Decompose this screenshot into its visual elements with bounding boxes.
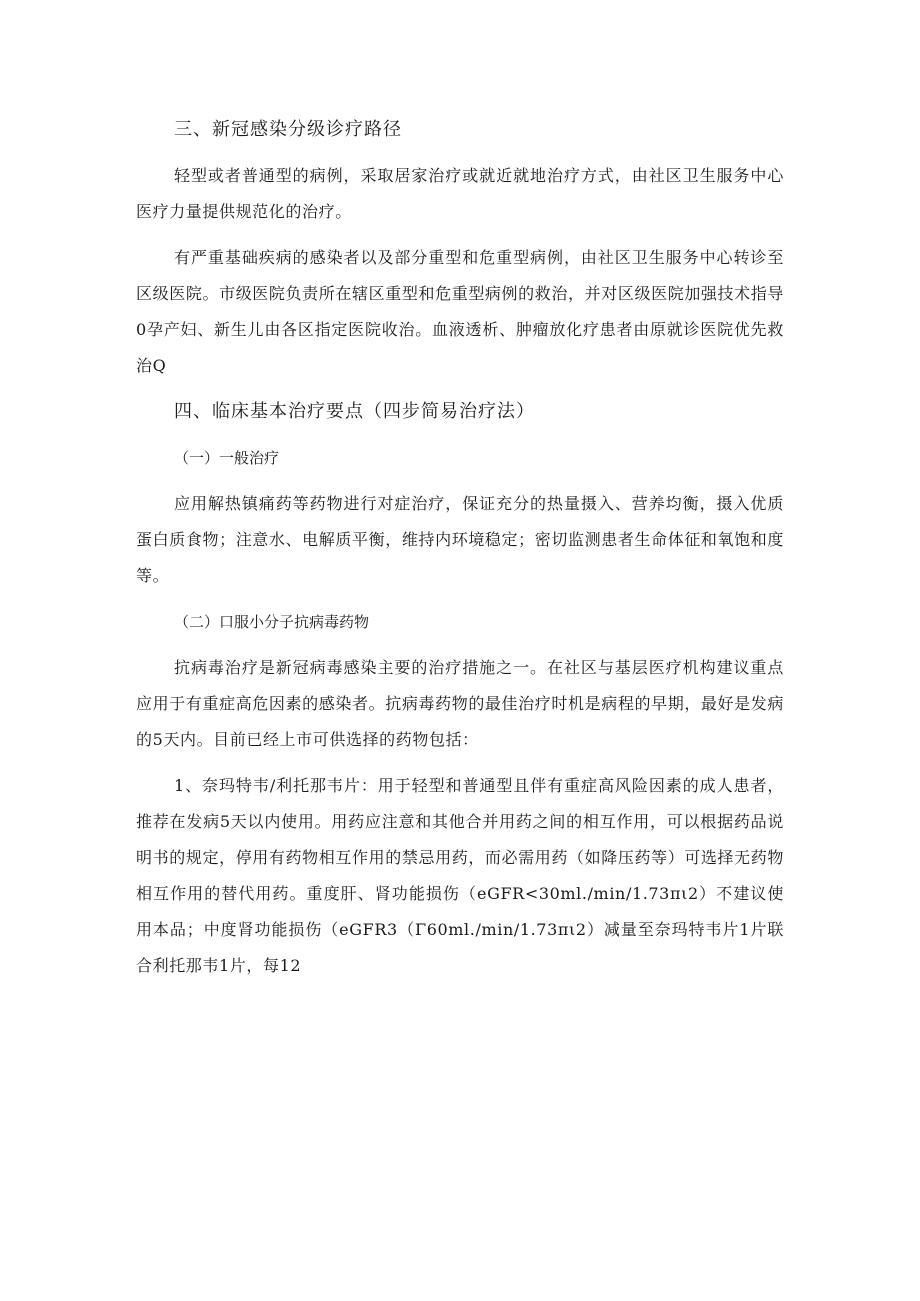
subsection-2-paragraph-2: 1、奈玛特韦/利托那韦片：用于轻型和普通型且伴有重症高风险因素的成人患者，推荐在发病5天以内使用。用药应注意和其他合并用药之间的相互作用，可以根据药品说明书的规定，停用有药物相互作用的禁忌用药，而必需用药（如降压药等）可选择无药物相互作用的替代用药。重度肝、肾功能损伤（eGFR<30ml./min/1.73πι2）不建议使用本品；中度肾功能损伤（eGFR3（Γ60ml./min/1.73πι2）减量至奈玛特韦片1片联合利托那韦1片，每12: [136, 776, 784, 975]
document-body: [136, 112, 784, 994]
subsection-2-heading: （二）口服小分子抗病毒药物: [174, 613, 370, 631]
subsection-2-paragraph-1: 抗病毒治疗是新冠病毒感染主要的治疗措施之一。在社区与基层医疗机构建议重点应用于有重症高危因素的感染者。抗病毒药物的最佳治疗时机是病程的早期，最好是发病的5天内。目前已经上市可供选择的药物包括：: [136, 658, 784, 749]
subsection-1-paragraph: 应用解热镇痛药等药物进行对症治疗，保证充分的热量摄入、营养均衡，摄入优质蛋白质食物；注意水、电解质平衡，维持内环境稳定；密切监测患者生命体征和氧饱和度等。: [136, 494, 784, 585]
section-3-paragraph-2: 有严重基础疾病的感染者以及部分重型和危重型病例，由社区卫生服务中心转诊至区级医院。市级医院负责所在辖区重型和危重型病例的救治，并对区级医院加强技术指导0孕产妇、新生儿由各区指定医院收治。血液透析、肿瘤放化疗患者由原就诊医院优先救治Q: [136, 248, 784, 375]
section-3-heading: 三、新冠感染分级诊疗路径: [174, 119, 402, 140]
subsection-1-heading: （一）一般治疗: [174, 449, 280, 467]
section-4-heading: 四、临床基本治疗要点（四步简易治疗法）: [174, 401, 535, 422]
section-3-paragraph-1: 轻型或者普通型的病例，采取居家治疗或就近就地治疗方式，由社区卫生服务中心医疗力量提供规范化的治疗。: [136, 166, 784, 221]
